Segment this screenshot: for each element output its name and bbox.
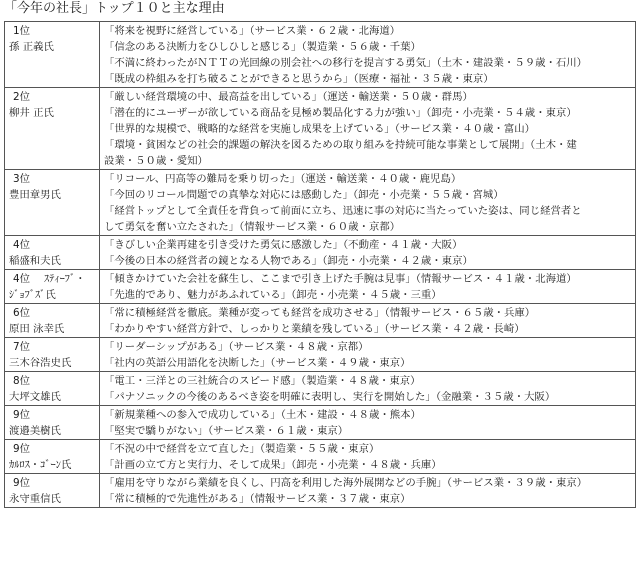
- rank-line: [9, 373, 95, 389]
- president-name: ｶﾙﾛｽ・ｺﾞｰﾝ氏: [9, 459, 72, 471]
- rank-line: [9, 171, 95, 187]
- reasons-cell: [100, 236, 636, 270]
- rank-label: 4位: [13, 273, 31, 285]
- rank-label: 7位: [13, 341, 31, 353]
- reason-line: 「リコール、円高等の難局を乗り切った」（運送・輸送業・４０歳・鹿児島）: [104, 173, 462, 185]
- reasons-cell: [100, 372, 636, 406]
- reason-line: 「堅実で驕りがない」（サービス業・６１歳・東京）: [104, 425, 349, 437]
- table-row: [5, 474, 636, 508]
- reason-line: 「パナソニックの今後のあるべき姿を明確に表明し、実行を開始した」（金融業・３５歳・大阪）: [104, 391, 556, 403]
- president-name: 大坪文雄氏: [9, 391, 61, 403]
- table-title: 「今年の社長」トップ１０と主な理由: [4, 1, 225, 16]
- reason-line: 「常に積極経営を徹底。業種が変っても経営を成功させる」（情報サービス・６５歳・兵庫）: [104, 307, 536, 319]
- table-row: [5, 304, 636, 338]
- table-row: [5, 270, 636, 304]
- rank-line: [9, 271, 95, 287]
- rank-line: [9, 237, 95, 253]
- reason-line: 「信念のある決断力をひしひしと感じる」（製造業・５６歳・千葉）: [104, 41, 421, 53]
- table-row: [5, 406, 636, 440]
- rank-label: 6位: [13, 307, 31, 319]
- rank-label: 9位: [13, 443, 31, 455]
- reason-line: 「先進的であり、魅力があふれている」（卸売・小売業・４５歳・三重）: [104, 289, 442, 301]
- table-row: [5, 372, 636, 406]
- rank-line: [9, 407, 95, 423]
- reason-line: 「社内の英語公用語化を決断した」（サービス業・４９歳・東京）: [104, 357, 411, 369]
- table-row: [5, 236, 636, 270]
- rank-name-cell: [5, 338, 100, 372]
- table-row: [5, 338, 636, 372]
- reasons-cell: [100, 170, 636, 236]
- rank-line: [9, 23, 95, 39]
- table-row: [5, 440, 636, 474]
- reason-line: 「常に積極的で先進性がある」（情報サービス業・３７歳・東京）: [104, 493, 411, 505]
- rank-name-cell: [5, 474, 100, 508]
- reason-line: して勇気を奮い立たされた」（情報サービス業・６０歳・京都）: [104, 221, 401, 233]
- reason-line: 「リーダーシップがある」（サービス業・４８歳・京都）: [104, 341, 369, 353]
- reason-line: 「雇用を守りながら業績を良くし、円高を利用した海外展開などの手腕」（サービス業・３９歳・東京）: [104, 477, 588, 489]
- reason-line: 「今回のリコール問題での真摯な対応には感動した」（卸売・小売業・５５歳・宮城）: [104, 189, 504, 201]
- reason-line: 「傾きかけていた会社を蘇生し、ここまで引き上げた手腕は見事」（情報サービス・４１歳・北海道）: [104, 273, 577, 285]
- table-row: [5, 88, 636, 170]
- reasons-cell: [100, 474, 636, 508]
- president-name: 豊田章男氏: [9, 189, 61, 201]
- reasons-cell: [100, 88, 636, 170]
- reasons-cell: [100, 406, 636, 440]
- reason-line: 「今後の日本の経営者の鏡となる人物である」（卸売・小売業・４２歳・東京）: [104, 255, 473, 267]
- president-name: 渡邉美樹氏: [9, 425, 61, 437]
- reasons-cell: [100, 440, 636, 474]
- rank-name-cell: [5, 372, 100, 406]
- president-name: 原田 泳幸氏: [9, 323, 65, 335]
- name-prefix: ｽﾃｨｰﾌﾞ・: [44, 273, 86, 285]
- reason-line: 設業・５０歳・愛知）: [104, 155, 208, 167]
- rank-label: 8位: [13, 375, 31, 387]
- reasons-cell: [100, 22, 636, 88]
- reason-line: 「厳しい経営環境の中、最高益を出している」（運送・輸送業・５０歳・群馬）: [104, 91, 473, 103]
- reason-line: 「不満に終わったがＮＴＴの光回線の別会社への移行を提言する勇気」（土木・建設業・５９歳・石川）: [104, 57, 588, 69]
- reason-line: 「将来を視野に経営している」（サービス業・６２歳・北海道）: [104, 25, 401, 37]
- reasons-cell: [100, 338, 636, 372]
- president-name: 稲盛和夫氏: [9, 255, 61, 267]
- rank-name-cell: [5, 22, 100, 88]
- president-name: 柳井 正氏: [9, 107, 54, 119]
- table-row: [5, 170, 636, 236]
- table-row: [5, 22, 636, 88]
- president-name: ｼﾞｮﾌﾞｽﾞ氏: [9, 289, 56, 301]
- reason-line: 「環境・貧困などの社会的課題の解決を図るための取り組みを持続可能な事業として展開」（土木・建: [104, 139, 577, 151]
- rank-name-cell: [5, 304, 100, 338]
- reasons-cell: [100, 270, 636, 304]
- rank-line: [9, 339, 95, 355]
- reason-line: 「新規業種への参入で成功している」（土木・建設・４８歳・熊本）: [104, 409, 421, 421]
- rank-label: 2位: [13, 91, 31, 103]
- rank-label: 9位: [13, 477, 31, 489]
- ranking-table-body: [5, 22, 636, 508]
- reason-line: 「電工・三洋との三社統合のスピード感」（製造業・４８歳・東京）: [104, 375, 421, 387]
- rank-name-cell: [5, 440, 100, 474]
- ranking-table: [4, 21, 636, 508]
- rank-label: 1位: [13, 25, 31, 37]
- rank-line: [9, 305, 95, 321]
- rank-name-cell: [5, 236, 100, 270]
- rank-name-cell: [5, 406, 100, 440]
- rank-line: [9, 475, 95, 491]
- reason-line: 「世界的な規模で、戦略的な経営を実施し成果を上げている」（サービス業・４０歳・富山）: [104, 123, 535, 135]
- reason-line: 「計画の立て方と実行力、そして成果」（卸売・小売業・４８歳・兵庫）: [104, 459, 442, 471]
- rank-name-cell: [5, 88, 100, 170]
- rank-label: 3位: [13, 173, 31, 185]
- rank-label: 9位: [13, 409, 31, 421]
- president-name: 三木谷浩史氏: [9, 357, 72, 369]
- rank-line: [9, 441, 95, 457]
- reason-line: 「経営トップとして全責任を背負って前面に立ち、迅速に事の対応に当たっていた姿は、同じ経営者と: [104, 205, 582, 217]
- reason-line: 「既成の枠組みを打ち破ることができると思うから」（医療・福祉・３５歳・東京）: [104, 73, 494, 85]
- reason-line: 「潜在的にユーザーが欲している商品を見極め製品化する力が強い」（卸売・小売業・５４歳・東京）: [104, 107, 577, 119]
- reason-line: 「不況の中で経営を立て直した」（製造業・５５歳・東京）: [104, 443, 380, 455]
- rank-name-cell: [5, 270, 100, 304]
- president-name: 永守重信氏: [9, 493, 61, 505]
- president-name: 孫 正義氏: [9, 41, 54, 53]
- rank-line: [9, 89, 95, 105]
- reason-line: 「わかりやすい経営方針で、しっかりと業績を残している」（サービス業・４２歳・長崎）: [104, 323, 525, 335]
- reasons-cell: [100, 304, 636, 338]
- rank-name-cell: [5, 170, 100, 236]
- reason-line: 「きびしい企業再建を引き受けた勇気に感激した」（不動産・４１歳・大阪）: [104, 239, 463, 251]
- rank-label: 4位: [13, 239, 31, 251]
